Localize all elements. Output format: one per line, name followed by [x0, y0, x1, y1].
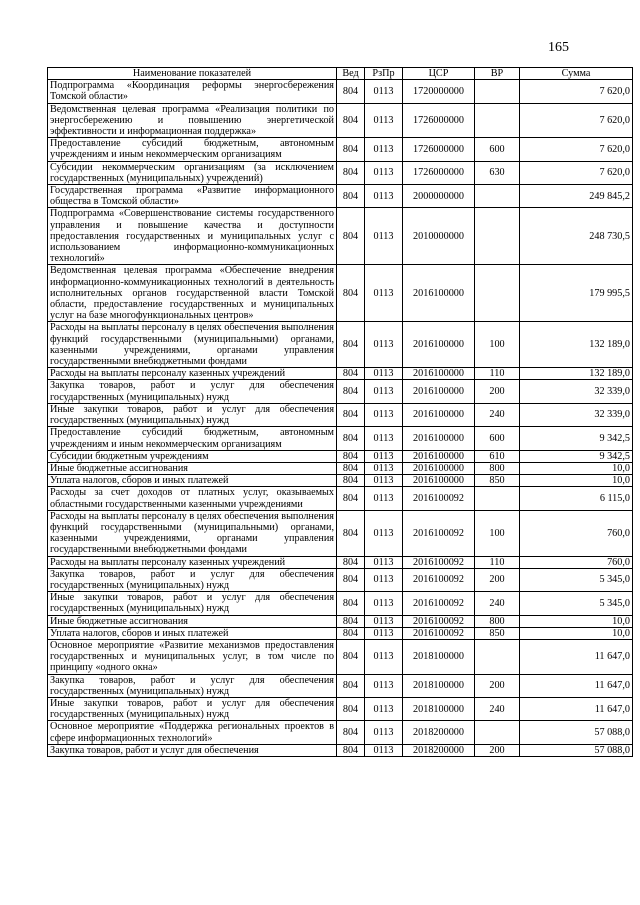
cell-ved: 804 — [337, 475, 365, 487]
cell-rzpr: 0113 — [365, 161, 403, 184]
cell-name: Иные бюджетные ассигнования — [48, 462, 337, 474]
cell-rzpr: 0113 — [365, 615, 403, 627]
cell-sum: 57 088,0 — [520, 744, 633, 756]
cell-csr: 1726000000 — [403, 103, 475, 138]
cell-csr: 2018100000 — [403, 639, 475, 674]
cell-csr: 2016100092 — [403, 592, 475, 615]
cell-vr: 600 — [475, 427, 520, 450]
cell-name: Расходы на выплаты персоналу в целях обеспечения выполнения функций государственными (муниципальными) органами, казенными учреждениями, органами управления государственными внебюджетными фондами — [48, 510, 337, 556]
cell-csr: 2016100092 — [403, 487, 475, 510]
cell-sum: 32 339,0 — [520, 403, 633, 426]
cell-ved: 804 — [337, 744, 365, 756]
col-header-csr: ЦСР — [403, 68, 475, 80]
cell-rzpr: 0113 — [365, 639, 403, 674]
cell-csr: 2016100092 — [403, 510, 475, 556]
cell-vr: 240 — [475, 592, 520, 615]
cell-ved: 804 — [337, 674, 365, 697]
cell-rzpr: 0113 — [365, 185, 403, 208]
table-row — [48, 450, 633, 462]
cell-name: Уплата налогов, сборов и иных платежей — [48, 627, 337, 639]
cell-sum: 132 189,0 — [520, 368, 633, 380]
cell-sum: 760,0 — [520, 556, 633, 568]
cell-csr: 2016100092 — [403, 556, 475, 568]
cell-sum: 7 620,0 — [520, 161, 633, 184]
cell-vr: 240 — [475, 697, 520, 720]
cell-vr — [475, 185, 520, 208]
cell-csr: 2016100092 — [403, 615, 475, 627]
table-row — [48, 80, 633, 103]
table-row — [48, 208, 633, 265]
cell-rzpr: 0113 — [365, 744, 403, 756]
cell-ved: 804 — [337, 627, 365, 639]
cell-csr: 2018200000 — [403, 744, 475, 756]
cell-ved: 804 — [337, 568, 365, 591]
cell-name: Расходы за счет доходов от платных услуг, оказываемых областными государственными казенными учреждениями — [48, 487, 337, 510]
cell-name: Предоставление субсидий бюджетным, автономным учреждениям и иным некоммерческим организациям — [48, 138, 337, 161]
cell-vr — [475, 208, 520, 265]
table-row — [48, 403, 633, 426]
cell-csr: 2016100000 — [403, 427, 475, 450]
cell-vr: 240 — [475, 403, 520, 426]
table-row — [48, 265, 633, 322]
cell-csr: 1720000000 — [403, 80, 475, 103]
cell-sum: 7 620,0 — [520, 138, 633, 161]
cell-sum: 5 345,0 — [520, 592, 633, 615]
table-row — [48, 475, 633, 487]
table-row — [48, 322, 633, 368]
cell-name: Иные закупки товаров, работ и услуг для обеспечения государственных (муниципальных) нужд — [48, 697, 337, 720]
cell-vr: 630 — [475, 161, 520, 184]
cell-name: Подпрограмма «Координация реформы энергосбережения Томской области» — [48, 80, 337, 103]
cell-csr: 2016100000 — [403, 475, 475, 487]
table-row — [48, 744, 633, 756]
cell-rzpr: 0113 — [365, 380, 403, 403]
cell-name: Государственная программа «Развитие информационного общества в Томской области» — [48, 185, 337, 208]
cell-csr: 2016100000 — [403, 462, 475, 474]
table-row — [48, 185, 633, 208]
cell-rzpr: 0113 — [365, 368, 403, 380]
cell-csr: 2016100092 — [403, 568, 475, 591]
cell-vr: 200 — [475, 674, 520, 697]
cell-rzpr: 0113 — [365, 568, 403, 591]
cell-sum: 9 342,5 — [520, 427, 633, 450]
cell-csr: 2018100000 — [403, 674, 475, 697]
table-row — [48, 462, 633, 474]
cell-name: Иные закупки товаров, работ и услуг для обеспечения государственных (муниципальных) нужд — [48, 403, 337, 426]
cell-rzpr: 0113 — [365, 208, 403, 265]
table-row — [48, 615, 633, 627]
cell-rzpr: 0113 — [365, 427, 403, 450]
cell-rzpr: 0113 — [365, 592, 403, 615]
col-header-vr: ВР — [475, 68, 520, 80]
cell-rzpr: 0113 — [365, 674, 403, 697]
cell-ved: 804 — [337, 138, 365, 161]
cell-vr — [475, 487, 520, 510]
cell-sum: 760,0 — [520, 510, 633, 556]
cell-rzpr: 0113 — [365, 322, 403, 368]
table-row — [48, 721, 633, 744]
cell-vr: 800 — [475, 462, 520, 474]
cell-vr: 850 — [475, 475, 520, 487]
cell-rzpr: 0113 — [365, 265, 403, 322]
cell-ved: 804 — [337, 639, 365, 674]
cell-ved: 804 — [337, 615, 365, 627]
cell-sum: 10,0 — [520, 627, 633, 639]
cell-rzpr: 0113 — [365, 138, 403, 161]
cell-ved: 804 — [337, 487, 365, 510]
cell-csr: 2010000000 — [403, 208, 475, 265]
cell-ved: 804 — [337, 103, 365, 138]
cell-csr: 2016100000 — [403, 265, 475, 322]
table-row — [48, 510, 633, 556]
cell-sum: 11 647,0 — [520, 697, 633, 720]
cell-vr: 800 — [475, 615, 520, 627]
cell-sum: 10,0 — [520, 615, 633, 627]
cell-ved: 804 — [337, 185, 365, 208]
table-row — [48, 639, 633, 674]
cell-csr: 2016100092 — [403, 627, 475, 639]
cell-ved: 804 — [337, 427, 365, 450]
cell-ved: 804 — [337, 161, 365, 184]
cell-name: Закупка товаров, работ и услуг для обеспечения государственных (муниципальных) нужд — [48, 674, 337, 697]
table-header-row — [48, 68, 633, 80]
cell-sum: 249 845,2 — [520, 185, 633, 208]
table-row — [48, 556, 633, 568]
cell-vr — [475, 639, 520, 674]
cell-csr: 2016100000 — [403, 403, 475, 426]
cell-vr — [475, 265, 520, 322]
cell-sum: 11 647,0 — [520, 674, 633, 697]
table-row — [48, 138, 633, 161]
cell-name: Закупка товаров, работ и услуг для обеспечения — [48, 744, 337, 756]
table-row — [48, 368, 633, 380]
cell-rzpr: 0113 — [365, 556, 403, 568]
cell-rzpr: 0113 — [365, 103, 403, 138]
cell-name: Подпрограмма «Совершенствование системы государственного управления и повышение качества и доступности предоставления государственных и муниципальных услуг с использованием информационно-коммуникационных технологий» — [48, 208, 337, 265]
cell-sum: 11 647,0 — [520, 639, 633, 674]
budget-table — [47, 67, 633, 757]
cell-name: Ведомственная целевая программа «Реализация политики по энергосбережению и повышению энергетической эффективности и информационная поддержка» — [48, 103, 337, 138]
cell-sum: 32 339,0 — [520, 380, 633, 403]
cell-vr: 100 — [475, 322, 520, 368]
cell-name: Основное мероприятие «Развитие механизмов предоставления государственных и муниципальных услуг, в том числе по принципу «одного окна» — [48, 639, 337, 674]
cell-name: Иные бюджетные ассигнования — [48, 615, 337, 627]
cell-name: Ведомственная целевая программа «Обеспечение внедрения информационно-коммуникационных технологий в деятельность исполнительных органов государственной власти Томской области, предоставление государственных и муниципальных услуг на базе многофункциональных центров» — [48, 265, 337, 322]
cell-ved: 804 — [337, 322, 365, 368]
cell-csr: 2016100000 — [403, 380, 475, 403]
cell-csr: 2016100000 — [403, 450, 475, 462]
cell-name: Закупка товаров, работ и услуг для обеспечения государственных (муниципальных) нужд — [48, 568, 337, 591]
cell-ved: 804 — [337, 368, 365, 380]
cell-ved: 804 — [337, 462, 365, 474]
col-header-name: Наименование показателей — [48, 68, 337, 80]
col-header-rzpr: РзПр — [365, 68, 403, 80]
cell-name: Уплата налогов, сборов и иных платежей — [48, 475, 337, 487]
cell-sum: 132 189,0 — [520, 322, 633, 368]
cell-rzpr: 0113 — [365, 450, 403, 462]
cell-sum: 6 115,0 — [520, 487, 633, 510]
cell-name: Предоставление субсидий бюджетным, автономным учреждениям и иным некоммерческим организациям — [48, 427, 337, 450]
cell-ved: 804 — [337, 208, 365, 265]
cell-vr: 100 — [475, 510, 520, 556]
cell-name: Иные закупки товаров, работ и услуг для обеспечения государственных (муниципальных) нужд — [48, 592, 337, 615]
cell-sum: 10,0 — [520, 475, 633, 487]
cell-ved: 804 — [337, 697, 365, 720]
cell-vr — [475, 721, 520, 744]
table-body — [48, 80, 633, 757]
cell-ved: 804 — [337, 510, 365, 556]
cell-name: Субсидии бюджетным учреждениям — [48, 450, 337, 462]
col-header-ved: Вед — [337, 68, 365, 80]
cell-sum: 179 995,5 — [520, 265, 633, 322]
cell-vr: 200 — [475, 568, 520, 591]
col-header-sum: Сумма — [520, 68, 633, 80]
cell-rzpr: 0113 — [365, 462, 403, 474]
cell-name: Расходы на выплаты персоналу в целях обеспечения выполнения функций государственными (муниципальными) органами, казенными учреждениями, органами управления государственными внебюджетными фондами — [48, 322, 337, 368]
cell-sum: 7 620,0 — [520, 80, 633, 103]
cell-csr: 2000000000 — [403, 185, 475, 208]
cell-rzpr: 0113 — [365, 510, 403, 556]
cell-vr: 110 — [475, 368, 520, 380]
cell-csr: 2016100000 — [403, 368, 475, 380]
cell-csr: 2018100000 — [403, 697, 475, 720]
table-row — [48, 674, 633, 697]
cell-ved: 804 — [337, 592, 365, 615]
cell-ved: 804 — [337, 80, 365, 103]
cell-sum: 57 088,0 — [520, 721, 633, 744]
table-row — [48, 697, 633, 720]
cell-vr: 600 — [475, 138, 520, 161]
cell-rzpr: 0113 — [365, 697, 403, 720]
cell-ved: 804 — [337, 380, 365, 403]
cell-vr — [475, 103, 520, 138]
table-row — [48, 161, 633, 184]
cell-ved: 804 — [337, 265, 365, 322]
table-row — [48, 380, 633, 403]
cell-rzpr: 0113 — [365, 721, 403, 744]
cell-name: Закупка товаров, работ и услуг для обеспечения государственных (муниципальных) нужд — [48, 380, 337, 403]
cell-sum: 7 620,0 — [520, 103, 633, 138]
cell-csr: 2018200000 — [403, 721, 475, 744]
cell-vr: 610 — [475, 450, 520, 462]
cell-ved: 804 — [337, 403, 365, 426]
table-row — [48, 627, 633, 639]
cell-vr: 200 — [475, 744, 520, 756]
cell-sum: 248 730,5 — [520, 208, 633, 265]
cell-rzpr: 0113 — [365, 627, 403, 639]
cell-ved: 804 — [337, 450, 365, 462]
table-row — [48, 568, 633, 591]
cell-name: Расходы на выплаты персоналу казенных учреждений — [48, 368, 337, 380]
cell-ved: 804 — [337, 721, 365, 744]
cell-name: Основное мероприятие «Поддержка региональных проектов в сфере информационных технологий» — [48, 721, 337, 744]
cell-ved: 804 — [337, 556, 365, 568]
cell-vr — [475, 80, 520, 103]
table-row — [48, 427, 633, 450]
cell-name: Расходы на выплаты персоналу казенных учреждений — [48, 556, 337, 568]
cell-sum: 9 342,5 — [520, 450, 633, 462]
cell-rzpr: 0113 — [365, 487, 403, 510]
table-row — [48, 592, 633, 615]
cell-csr: 1726000000 — [403, 161, 475, 184]
table-row — [48, 103, 633, 138]
cell-sum: 10,0 — [520, 462, 633, 474]
cell-name: Субсидии некоммерческим организациям (за исключением государственных (муниципальных) учреждений) — [48, 161, 337, 184]
page-number: 165 — [548, 40, 569, 55]
cell-csr: 2016100000 — [403, 322, 475, 368]
cell-vr: 110 — [475, 556, 520, 568]
cell-rzpr: 0113 — [365, 475, 403, 487]
cell-rzpr: 0113 — [365, 403, 403, 426]
cell-sum: 5 345,0 — [520, 568, 633, 591]
cell-csr: 1726000000 — [403, 138, 475, 161]
table-row — [48, 487, 633, 510]
cell-vr: 200 — [475, 380, 520, 403]
cell-rzpr: 0113 — [365, 80, 403, 103]
cell-vr: 850 — [475, 627, 520, 639]
